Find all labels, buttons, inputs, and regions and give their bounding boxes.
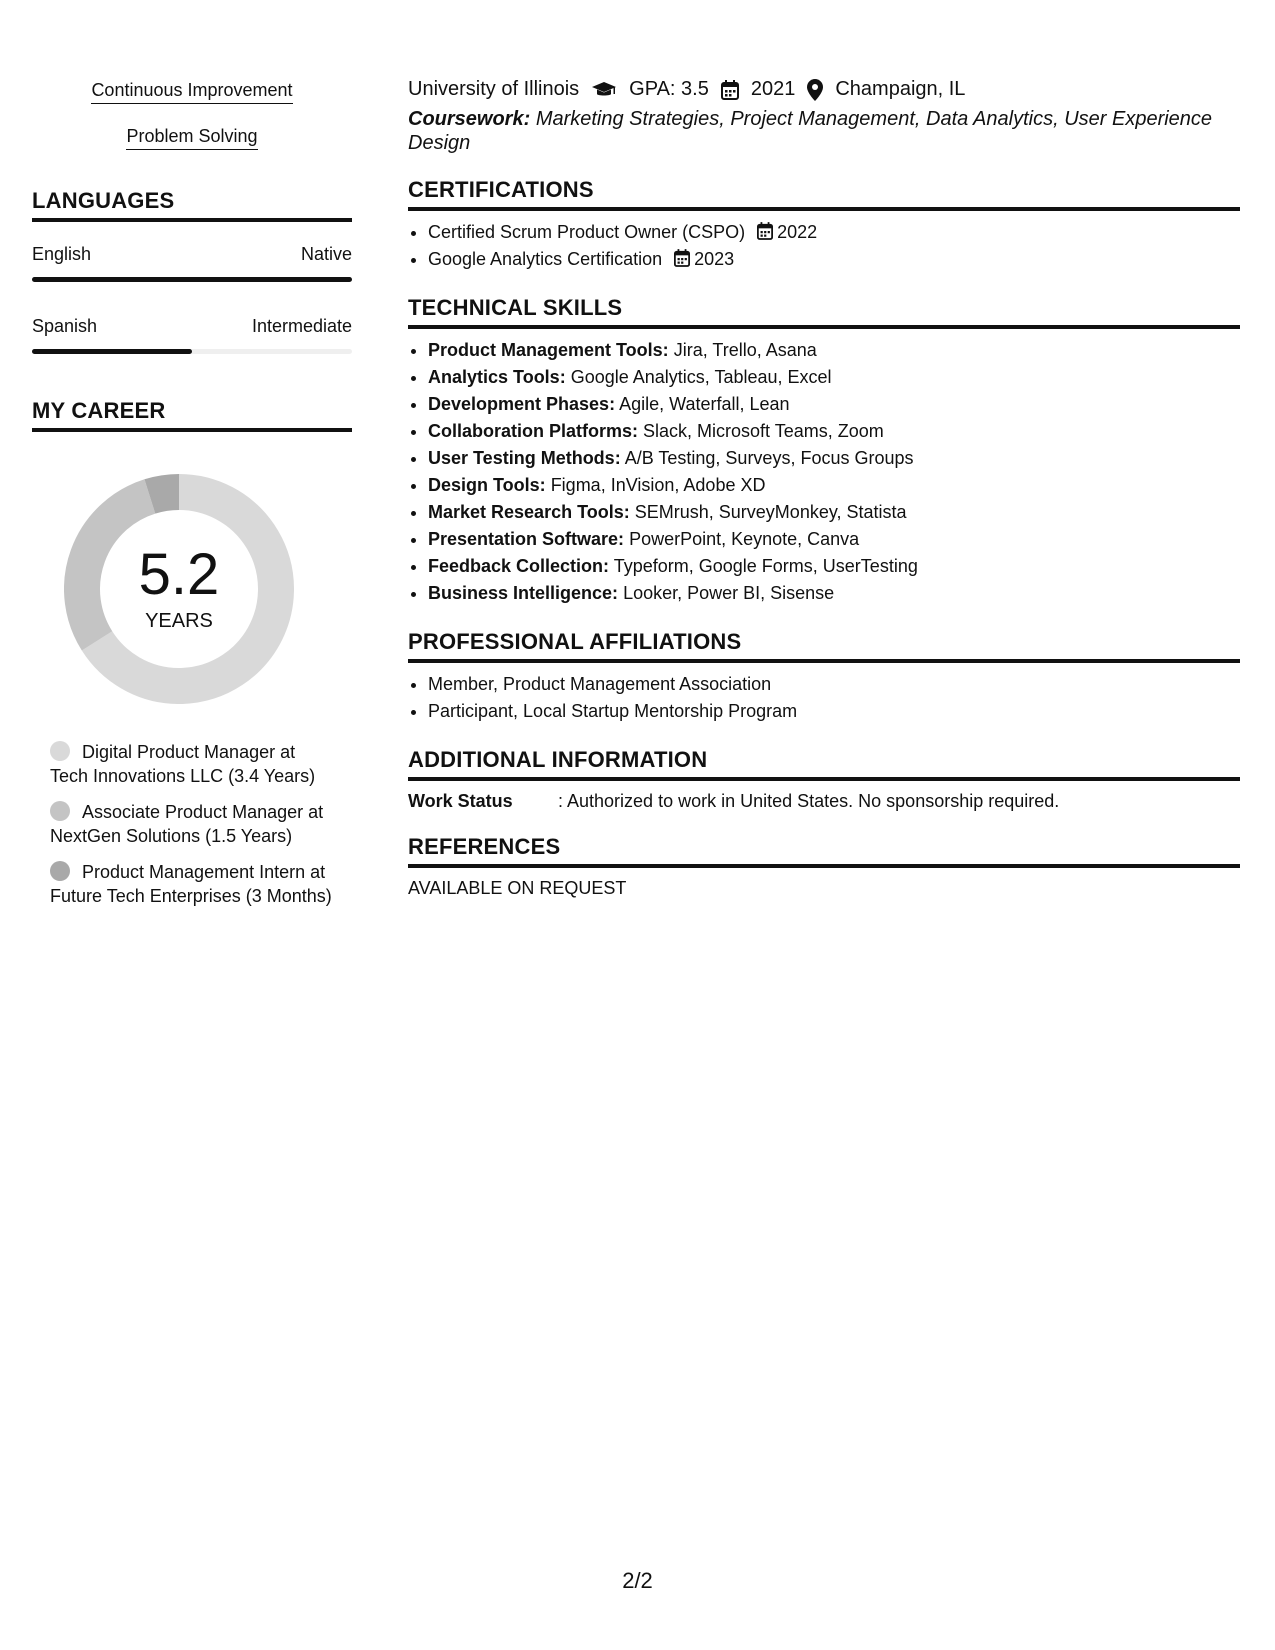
skill-category: User Testing Methods: (428, 448, 621, 468)
certifications-section (408, 177, 1240, 273)
certification-name: Certified Scrum Product Owner (CSPO) (428, 222, 746, 242)
certification-year: 2022 (777, 222, 818, 242)
references-text: AVAILABLE ON REQUEST (408, 878, 627, 898)
affiliation-item: • Member, Product Management Association (428, 671, 1240, 698)
language-item (32, 244, 352, 282)
skill-category: Product Management Tools: (428, 340, 669, 360)
legend-item (50, 740, 335, 788)
strength-item (32, 126, 352, 150)
skill-values: SEMrush, SurveyMonkey, Statista (634, 502, 907, 522)
skill-values: Typeform, Google Forms, UserTesting (613, 556, 918, 576)
language-row (32, 244, 352, 265)
donut-center (64, 474, 294, 704)
skill-category: Collaboration Platforms: (428, 421, 639, 441)
affiliation-item: • Participant, Local Startup Mentorship Program (428, 698, 1240, 725)
certification-item (428, 246, 1240, 273)
skill-item (428, 364, 1240, 391)
technical-skills-list (408, 337, 1240, 607)
school-name: University of Illinois (408, 78, 580, 100)
strength-item (32, 80, 352, 104)
certification-year: 2023 (694, 249, 735, 269)
skill-values: Agile, Waterfall, Lean (619, 394, 790, 414)
skill-item (428, 553, 1240, 580)
skill-values: Slack, Microsoft Teams, Zoom (643, 421, 884, 441)
page-number: 2/2 (622, 1568, 653, 1593)
references-section (408, 834, 1240, 899)
skill-values: Looker, Power BI, Sisense (623, 583, 835, 603)
skill-item (428, 580, 1240, 607)
additional-info-section (408, 747, 1240, 812)
skill-values: Figma, InVision, Adobe XD (550, 475, 766, 495)
left-column (32, 80, 352, 920)
education-line (408, 78, 1240, 101)
calendar-icon (757, 222, 773, 240)
skill-category: Analytics Tools: (428, 367, 566, 387)
skill-item (428, 391, 1240, 418)
certifications-heading: CERTIFICATIONS (408, 177, 1240, 211)
legend-dot (50, 741, 70, 761)
skill-values: A/B Testing, Surveys, Focus Groups (624, 448, 914, 468)
skill-category: Development Phases: (428, 394, 616, 414)
skill-item (428, 418, 1240, 445)
work-status-row (408, 791, 1240, 812)
gpa: GPA: 3.5 (629, 78, 709, 100)
skill-category: Business Intelligence: (428, 583, 619, 603)
legend-label: Product Management Intern at Future Tech Enterprises (3 Months) (50, 862, 332, 906)
language-level: Intermediate (251, 316, 352, 336)
language-name: Spanish (32, 316, 98, 336)
skill-values: Jira, Trello, Asana (673, 340, 817, 360)
map-pin-icon (807, 79, 823, 101)
calendar-icon (721, 80, 739, 100)
work-status-value: : Authorized to work in United States. No sponsorship required. (558, 791, 1060, 811)
career-total-unit: YEARS (145, 610, 213, 632)
career-legend (50, 740, 335, 908)
skill-category: Market Research Tools: (428, 502, 630, 522)
coursework (408, 107, 1240, 155)
language-item (32, 316, 352, 354)
affiliations-heading: PROFESSIONAL AFFILIATIONS (408, 629, 1240, 663)
skill-item (428, 499, 1240, 526)
language-level: Native (300, 244, 352, 264)
legend-dot (50, 801, 70, 821)
languages-heading: LANGUAGES (32, 188, 352, 222)
legend-dot (50, 861, 70, 881)
work-status-label: Work Status (408, 791, 513, 811)
additional-info-heading: ADDITIONAL INFORMATION (408, 747, 1240, 781)
legend-item (50, 860, 335, 908)
calendar-icon (674, 249, 690, 267)
skill-category: Design Tools: (428, 475, 546, 495)
skill-values: Google Analytics, Tableau, Excel (570, 367, 832, 387)
affiliations-list (408, 671, 1240, 725)
graduation-cap-icon (591, 81, 617, 99)
coursework-label: Coursework: (408, 108, 531, 130)
skill-item (428, 337, 1240, 364)
technical-skills-heading: TECHNICAL SKILLS (408, 295, 1240, 329)
legend-label: Digital Product Manager at Tech Innovations LLC (3.4 Years) (50, 742, 316, 786)
language-name: English (32, 244, 92, 264)
career-total-years: 5.2 (138, 542, 220, 607)
language-proficiency-fill (32, 349, 192, 354)
skill-category: Feedback Collection: (428, 556, 610, 576)
skill-item (428, 445, 1240, 472)
career-donut-chart (64, 474, 294, 704)
certification-item (428, 219, 1240, 246)
certifications-list (408, 219, 1240, 273)
strength-label: Continuous Improvement (91, 80, 292, 104)
language-proficiency-fill (32, 277, 352, 282)
languages-list (32, 244, 352, 354)
skill-item (428, 526, 1240, 553)
graduation-year: 2021 (750, 78, 796, 100)
career-heading: MY CAREER (32, 398, 352, 432)
language-proficiency-bar (32, 349, 352, 354)
certification-name: Google Analytics Certification (428, 249, 663, 269)
language-proficiency-bar (32, 277, 352, 282)
language-row (32, 316, 352, 337)
skill-item (428, 472, 1240, 499)
school-location: Champaign, IL (835, 78, 966, 100)
coursework-list: Marketing Strategies, Project Management, Data Analytics, User Experience Design (408, 108, 1213, 154)
legend-label: Associate Product Manager at NextGen Solutions (1.5 Years) (50, 802, 324, 846)
legend-item (50, 800, 335, 848)
strength-label: Problem Solving (126, 126, 257, 150)
skill-category: Presentation Software: (428, 529, 625, 549)
technical-skills-section (408, 295, 1240, 607)
skill-values: PowerPoint, Keynote, Canva (629, 529, 860, 549)
affiliations-section (408, 629, 1240, 725)
right-column (408, 78, 1240, 899)
references-heading: REFERENCES (408, 834, 1240, 868)
